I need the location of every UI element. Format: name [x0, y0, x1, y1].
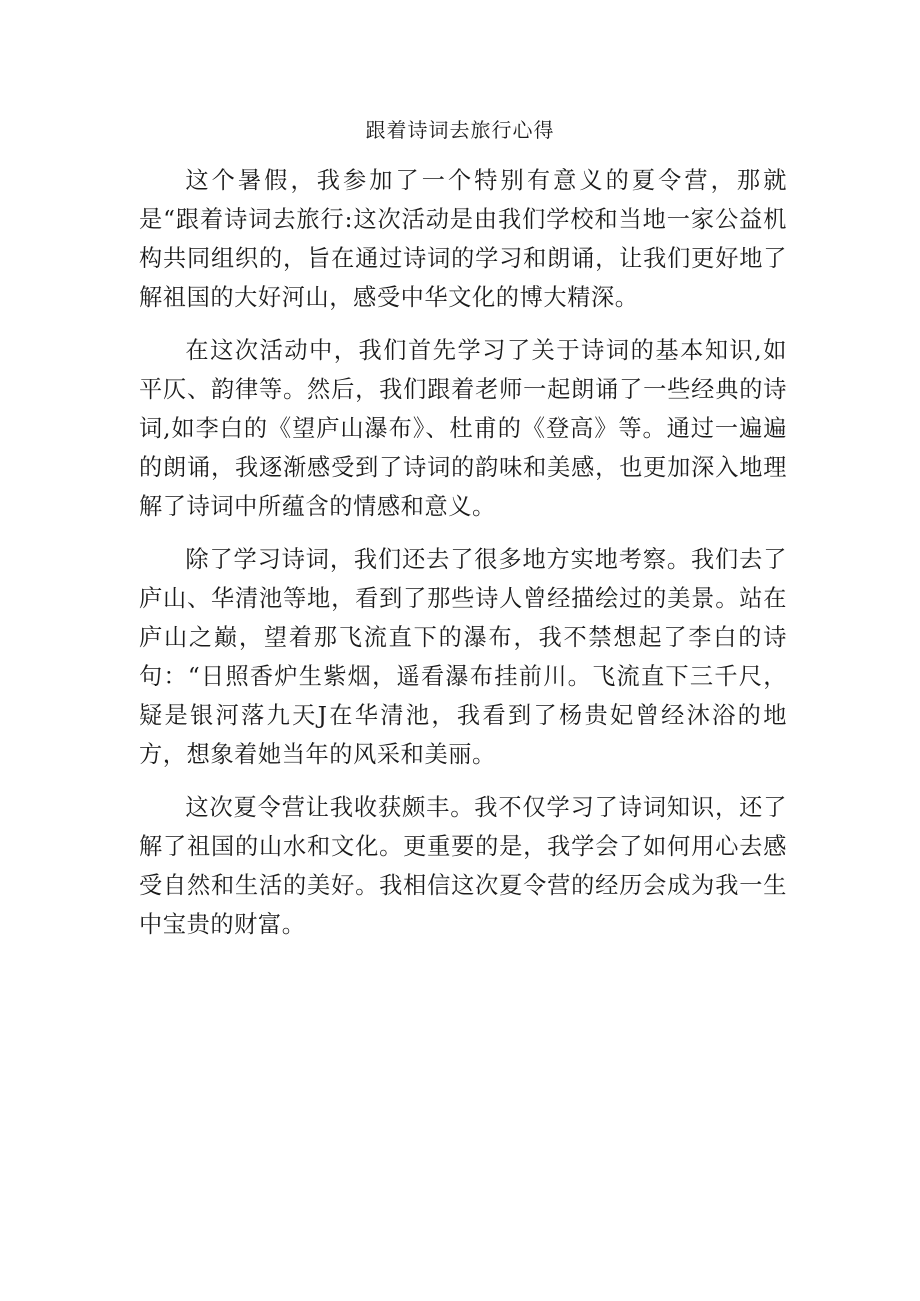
paragraph-4: 这次夏令营让我收获颇丰。我不仅学习了诗词知识，还了解了祖国的山水和文化。更重要的是，我学会了如何用心去感受自然和生活的美好。我相信这次夏令营的经历会成为我一生中宝贵的财富。: [139, 794, 787, 938]
document-body: [139, 161, 787, 944]
paragraph-2: 在这次活动中，我们首先学习了关于诗词的基本知识,如平仄、韵律等。然后，我们跟着老师一起朗诵了一些经典的诗词,如李白的《望庐山瀑布》、杜甫的《登高》等。通过一遍遍的朗诵，我逐渐感受到了诗词的韵味和美感，也更加深入地理解了诗词中所蕴含的情感和意义。: [139, 337, 787, 520]
paragraph-3: 除了学习诗词，我们还去了很多地方实地考察。我们去了庐山、华清池等地，看到了那些诗人曾经描绘过的美景。站在庐山之巅，望着那飞流直下的瀑布，我不禁想起了李白的诗句：“日照香炉生紫烟，遥看瀑布挂前川。飞流直下三千尺，疑是银河落九天J在华清池，我看到了杨贵妃曾经沐浴的地方，想象着她当年的风采和美丽。: [139, 546, 787, 768]
document-title: 跟着诗词去旅行心得: [365, 118, 555, 142]
paragraph-1: 这个暑假，我参加了一个特别有意义的夏令营，那就是“跟着诗词去旅行:这次活动是由我们学校和当地一家公益机构共同组织的，旨在通过诗词的学习和朗诵，让我们更好地了解祖国的大好河山，感受中华文化的博大精深。: [139, 167, 787, 311]
